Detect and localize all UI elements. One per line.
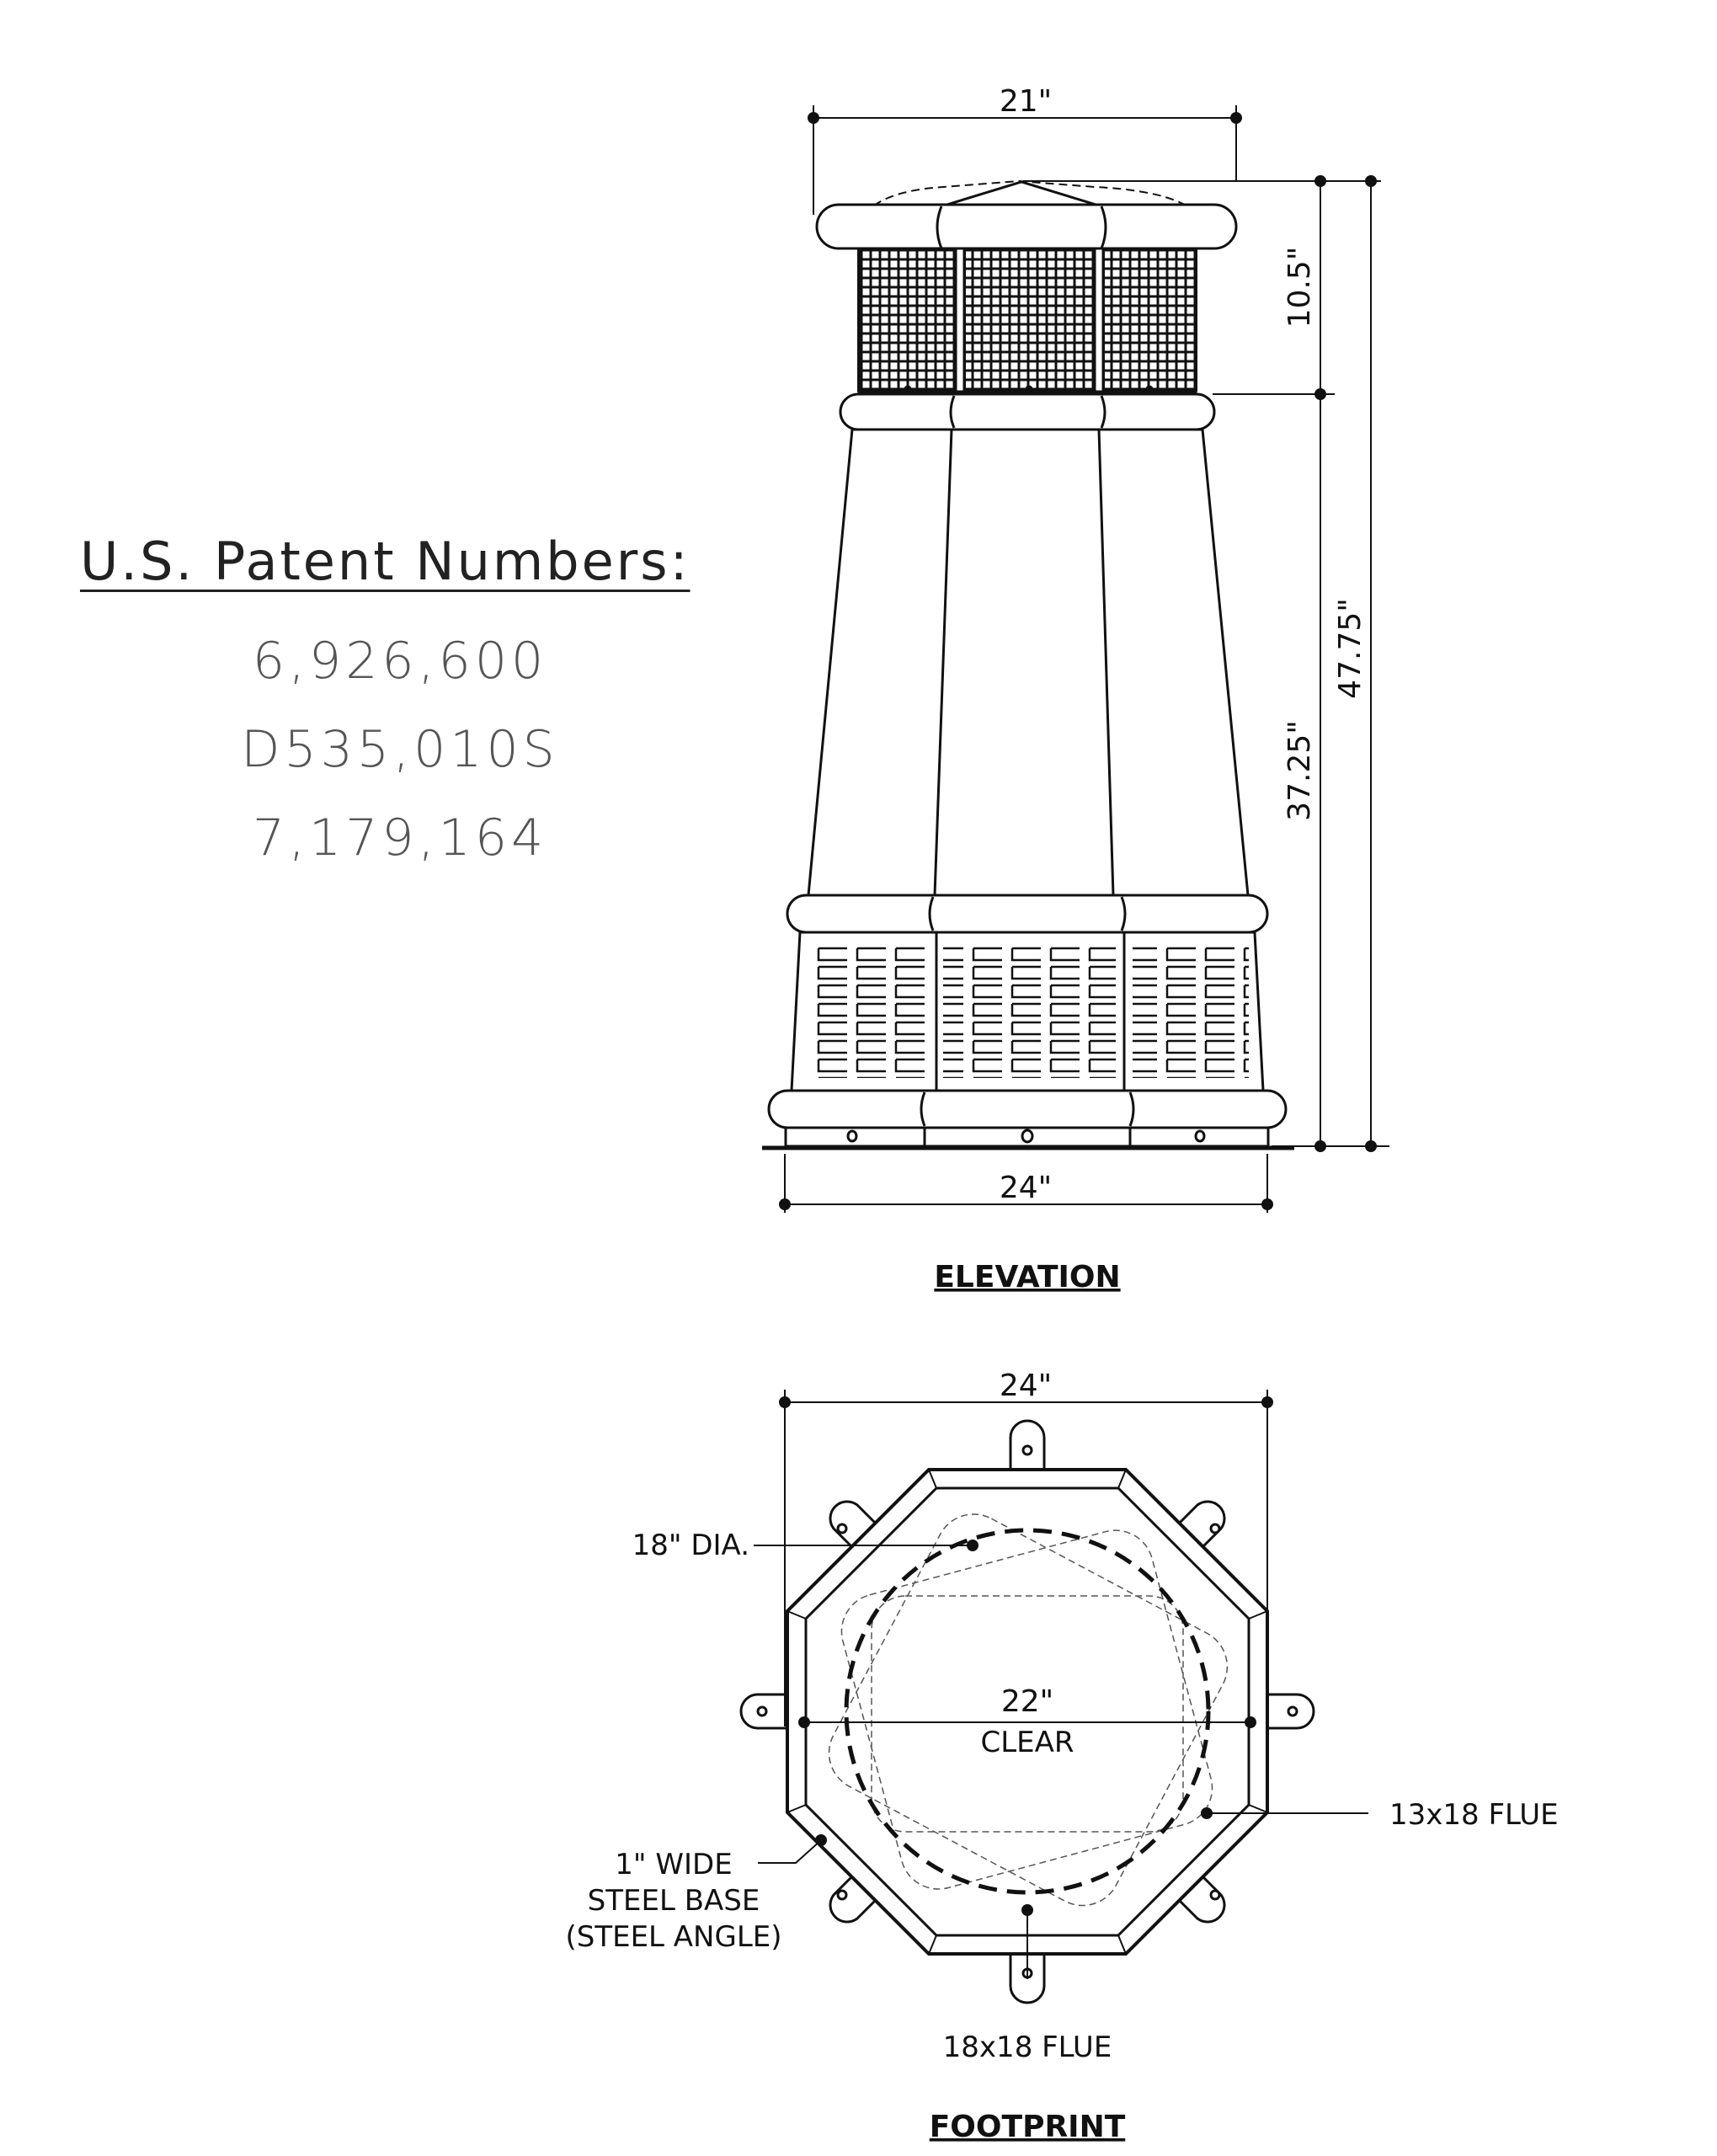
fp-flue-18x18: 18x18 FLUE <box>942 2031 1112 2064</box>
footprint-title: FOOTPRINT <box>929 2110 1126 2144</box>
dim-total-height: 47.75" <box>1333 598 1368 699</box>
patent-heading: U.S. Patent Numbers: <box>80 531 691 592</box>
patent-number-1: 6,926,600 <box>252 632 548 691</box>
dim-top-width: 21" <box>999 84 1053 119</box>
middle-ring <box>787 895 1267 932</box>
fp-flue-13x18: 13x18 FLUE <box>1389 1798 1559 1832</box>
roof-cap <box>817 181 1236 248</box>
fp-clear-value: 22" <box>1000 1684 1054 1719</box>
dim-cap-height: 10.5" <box>1282 246 1317 328</box>
elevation-view <box>762 181 1294 1148</box>
fp-steel-base-2: STEEL BASE <box>587 1884 760 1918</box>
tapered-body <box>808 430 1248 895</box>
patent-number-3: 7,179,164 <box>252 808 548 867</box>
patent-number-2: D535,010S <box>241 720 559 779</box>
dim-body-height: 37.25" <box>1282 720 1317 821</box>
fp-dim-width: 24" <box>999 1369 1053 1403</box>
upper-ring <box>840 394 1214 430</box>
fp-dia-label: 18" DIA. <box>632 1529 749 1562</box>
fp-clear-label: CLEAR <box>980 1726 1074 1759</box>
fp-steel-base-1: 1" WIDE <box>615 1848 733 1881</box>
louver-band <box>792 932 1263 1091</box>
lower-ring <box>769 1091 1286 1128</box>
dim-base-width: 24" <box>999 1171 1053 1205</box>
fp-steel-base-3: (STEEL ANGLE) <box>565 1920 782 1954</box>
elevation-title: ELEVATION <box>934 1260 1121 1294</box>
base-plate <box>762 1128 1294 1148</box>
grille-band <box>859 248 1196 392</box>
